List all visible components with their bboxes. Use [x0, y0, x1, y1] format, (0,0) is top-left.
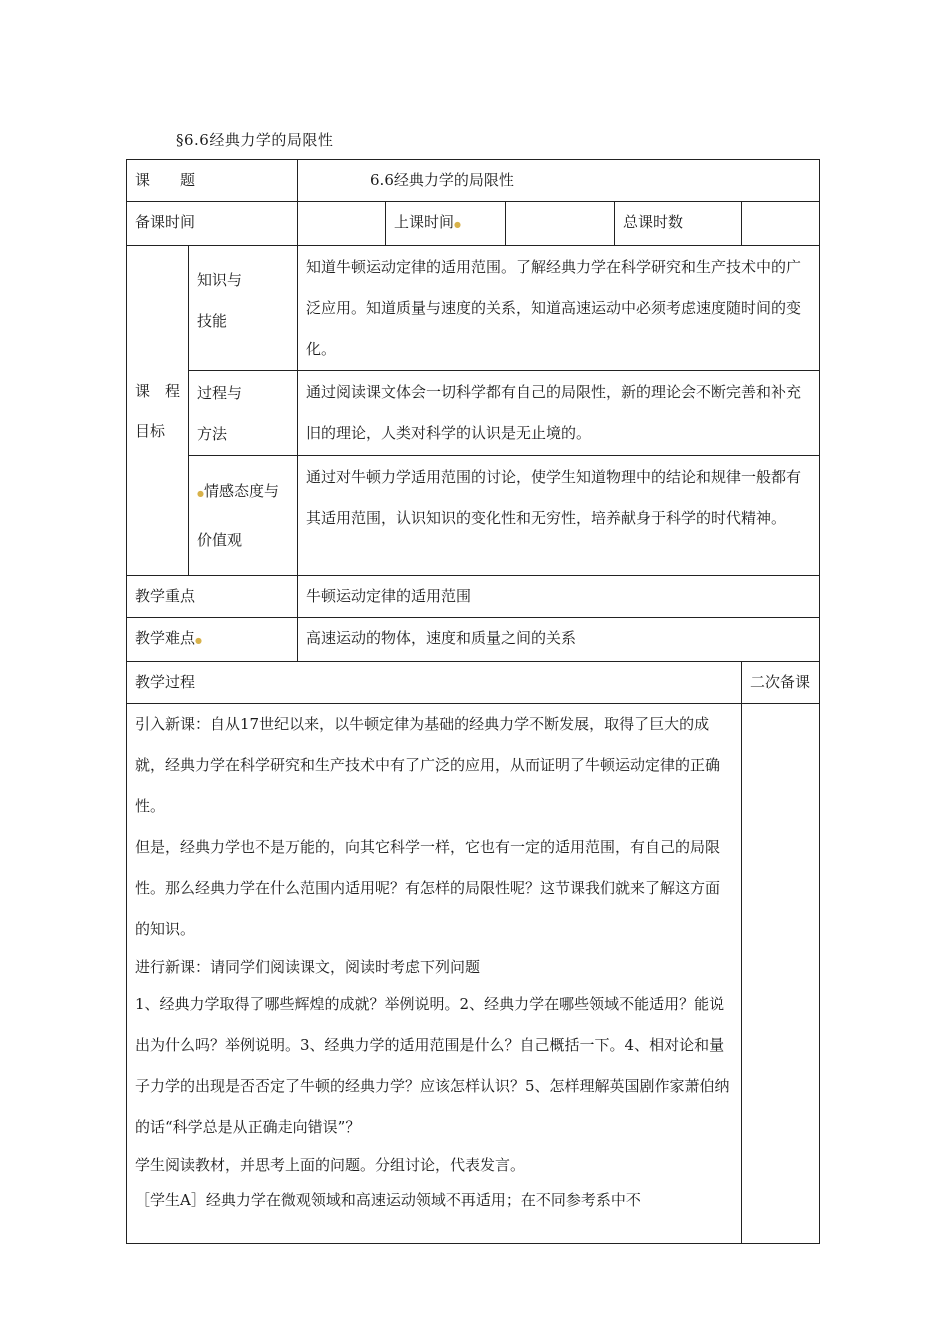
- process-body-cell: [127, 704, 742, 1244]
- goal-knowledge-label-line1: 知识与: [197, 271, 243, 289]
- goals-label-line2: 目标: [135, 421, 166, 440]
- goal-attitude-label-cell: [189, 456, 298, 576]
- mark-dot: ●: [454, 220, 462, 229]
- topic-value: 6.6经典力学的局限性: [370, 171, 514, 189]
- prep-time-value[interactable]: [298, 202, 386, 246]
- total-hours-label-cell: [615, 202, 742, 246]
- document-title: §6.6经典力学的局限性: [176, 131, 334, 149]
- second-prep-label: 二次备课: [742, 662, 820, 704]
- total-hours-value[interactable]: [742, 202, 820, 246]
- process-paragraph-intro: 引入新课：自从17世纪以来，以牛顿定律为基础的经典力学不断发展，取得了巨大的成就，经典力学在科学研究和生产技术中有了广泛的应用，从而证明了牛顿运动定律的正确性。: [135, 715, 721, 815]
- difficulty-text: 高速运动的物体，速度和质量之间的关系: [298, 618, 820, 662]
- mark-dot: ●: [195, 636, 202, 645]
- key-point-row: [127, 576, 820, 618]
- process-paragraph-questions: 1、经典力学取得了哪些辉煌的成就？举例说明。2、经典力学在哪些领域不能适用？能说出为什么吗？举例说明。3、经典力学的适用范围是什么？自己概括一下。4、相对论和量子力学的出现是否否定了牛顿的经典力学？应该怎样认识？5、怎样理解英国剧作家萧伯纳的话“科学总是从正确走向错误”？: [135, 995, 730, 1136]
- schedule-row: [127, 202, 820, 246]
- goal-attitude-label-line1: [197, 468, 289, 517]
- goals-label-cell: [127, 246, 189, 576]
- goal-process-label-line1: 过程与: [197, 384, 243, 402]
- process-paragraph-limits: 但是，经典力学也不是万能的，向其它科学一样，它也有一定的适用范围，有自己的局限性。那么经典力学在什么范围内适用呢？有怎样的局限性呢？这节课我们就来了解这方面的知识。: [135, 838, 721, 938]
- topic-value-cell: [298, 160, 820, 202]
- process-body-row: [127, 704, 820, 1244]
- key-point-label: 教学重点: [127, 576, 298, 618]
- process-paragraph-student-a: ［学生A］经典力学在微观领域和高速运动领域不再适用；在不同参考系中不: [135, 1191, 641, 1209]
- topic-label-cell: [127, 160, 298, 202]
- topic-row: [127, 160, 820, 202]
- goal-process-label-cell: [189, 371, 298, 456]
- topic-label: 课 题: [135, 171, 196, 189]
- prep-time-label: 备课时间: [135, 213, 196, 231]
- second-prep-cell[interactable]: [742, 704, 820, 1244]
- process-paragraph-new-lesson: 进行新课：请同学们阅读课文，阅读时考虑下列问题: [135, 958, 481, 976]
- key-point-text: 牛顿运动定律的适用范围: [298, 576, 820, 618]
- goal-attitude-text: 通过对牛顿力学适用范围的讨论，使学生知道物理中的结论和规律一般都有其适用范围，认识知识的变化性和无穷性，培养献身于科学的时代精神。: [298, 456, 820, 576]
- difficulty-row: [127, 618, 820, 662]
- process-header-row: [127, 662, 820, 704]
- total-hours-label: 总课时数: [623, 213, 684, 231]
- goal-row-process: [127, 371, 820, 456]
- process-paragraph-discussion: 学生阅读教材，并思考上面的问题。分组讨论，代表发言。: [135, 1156, 526, 1174]
- goal-process-label-line2: 方法: [197, 425, 228, 443]
- prep-time-label-cell: [127, 202, 298, 246]
- class-time-label: 上课时间: [394, 213, 455, 231]
- goal-knowledge-label-cell: [189, 246, 298, 371]
- mark-dot: ●: [197, 489, 204, 498]
- goals-label-line1: 课 程: [135, 381, 181, 400]
- goal-knowledge-label-line2: 技能: [197, 312, 228, 330]
- goal-row-attitude: [127, 456, 820, 576]
- class-time-label-cell: [386, 202, 506, 246]
- difficulty-label: 教学难点: [135, 629, 196, 647]
- lesson-plan-table: [126, 159, 820, 1244]
- goal-row-knowledge: [127, 246, 820, 371]
- goal-attitude-label-line2: 价值观: [197, 531, 243, 549]
- goal-process-text: 通过阅读课文体会一切科学都有自己的局限性，新的理论会不断完善和补充旧的理论，人类对科学的认识是无止境的。: [298, 371, 820, 456]
- class-time-value[interactable]: [506, 202, 615, 246]
- difficulty-label-cell: [127, 618, 298, 662]
- goal-attitude-label-text: 情感态度与: [203, 482, 279, 500]
- goal-knowledge-text: 知道牛顿运动定律的适用范围。了解经典力学在科学研究和生产技术中的广泛应用。知道质量与速度的关系，知道高速运动中必须考虑速度随时间的变化。: [298, 246, 820, 371]
- process-label: 教学过程: [127, 662, 742, 704]
